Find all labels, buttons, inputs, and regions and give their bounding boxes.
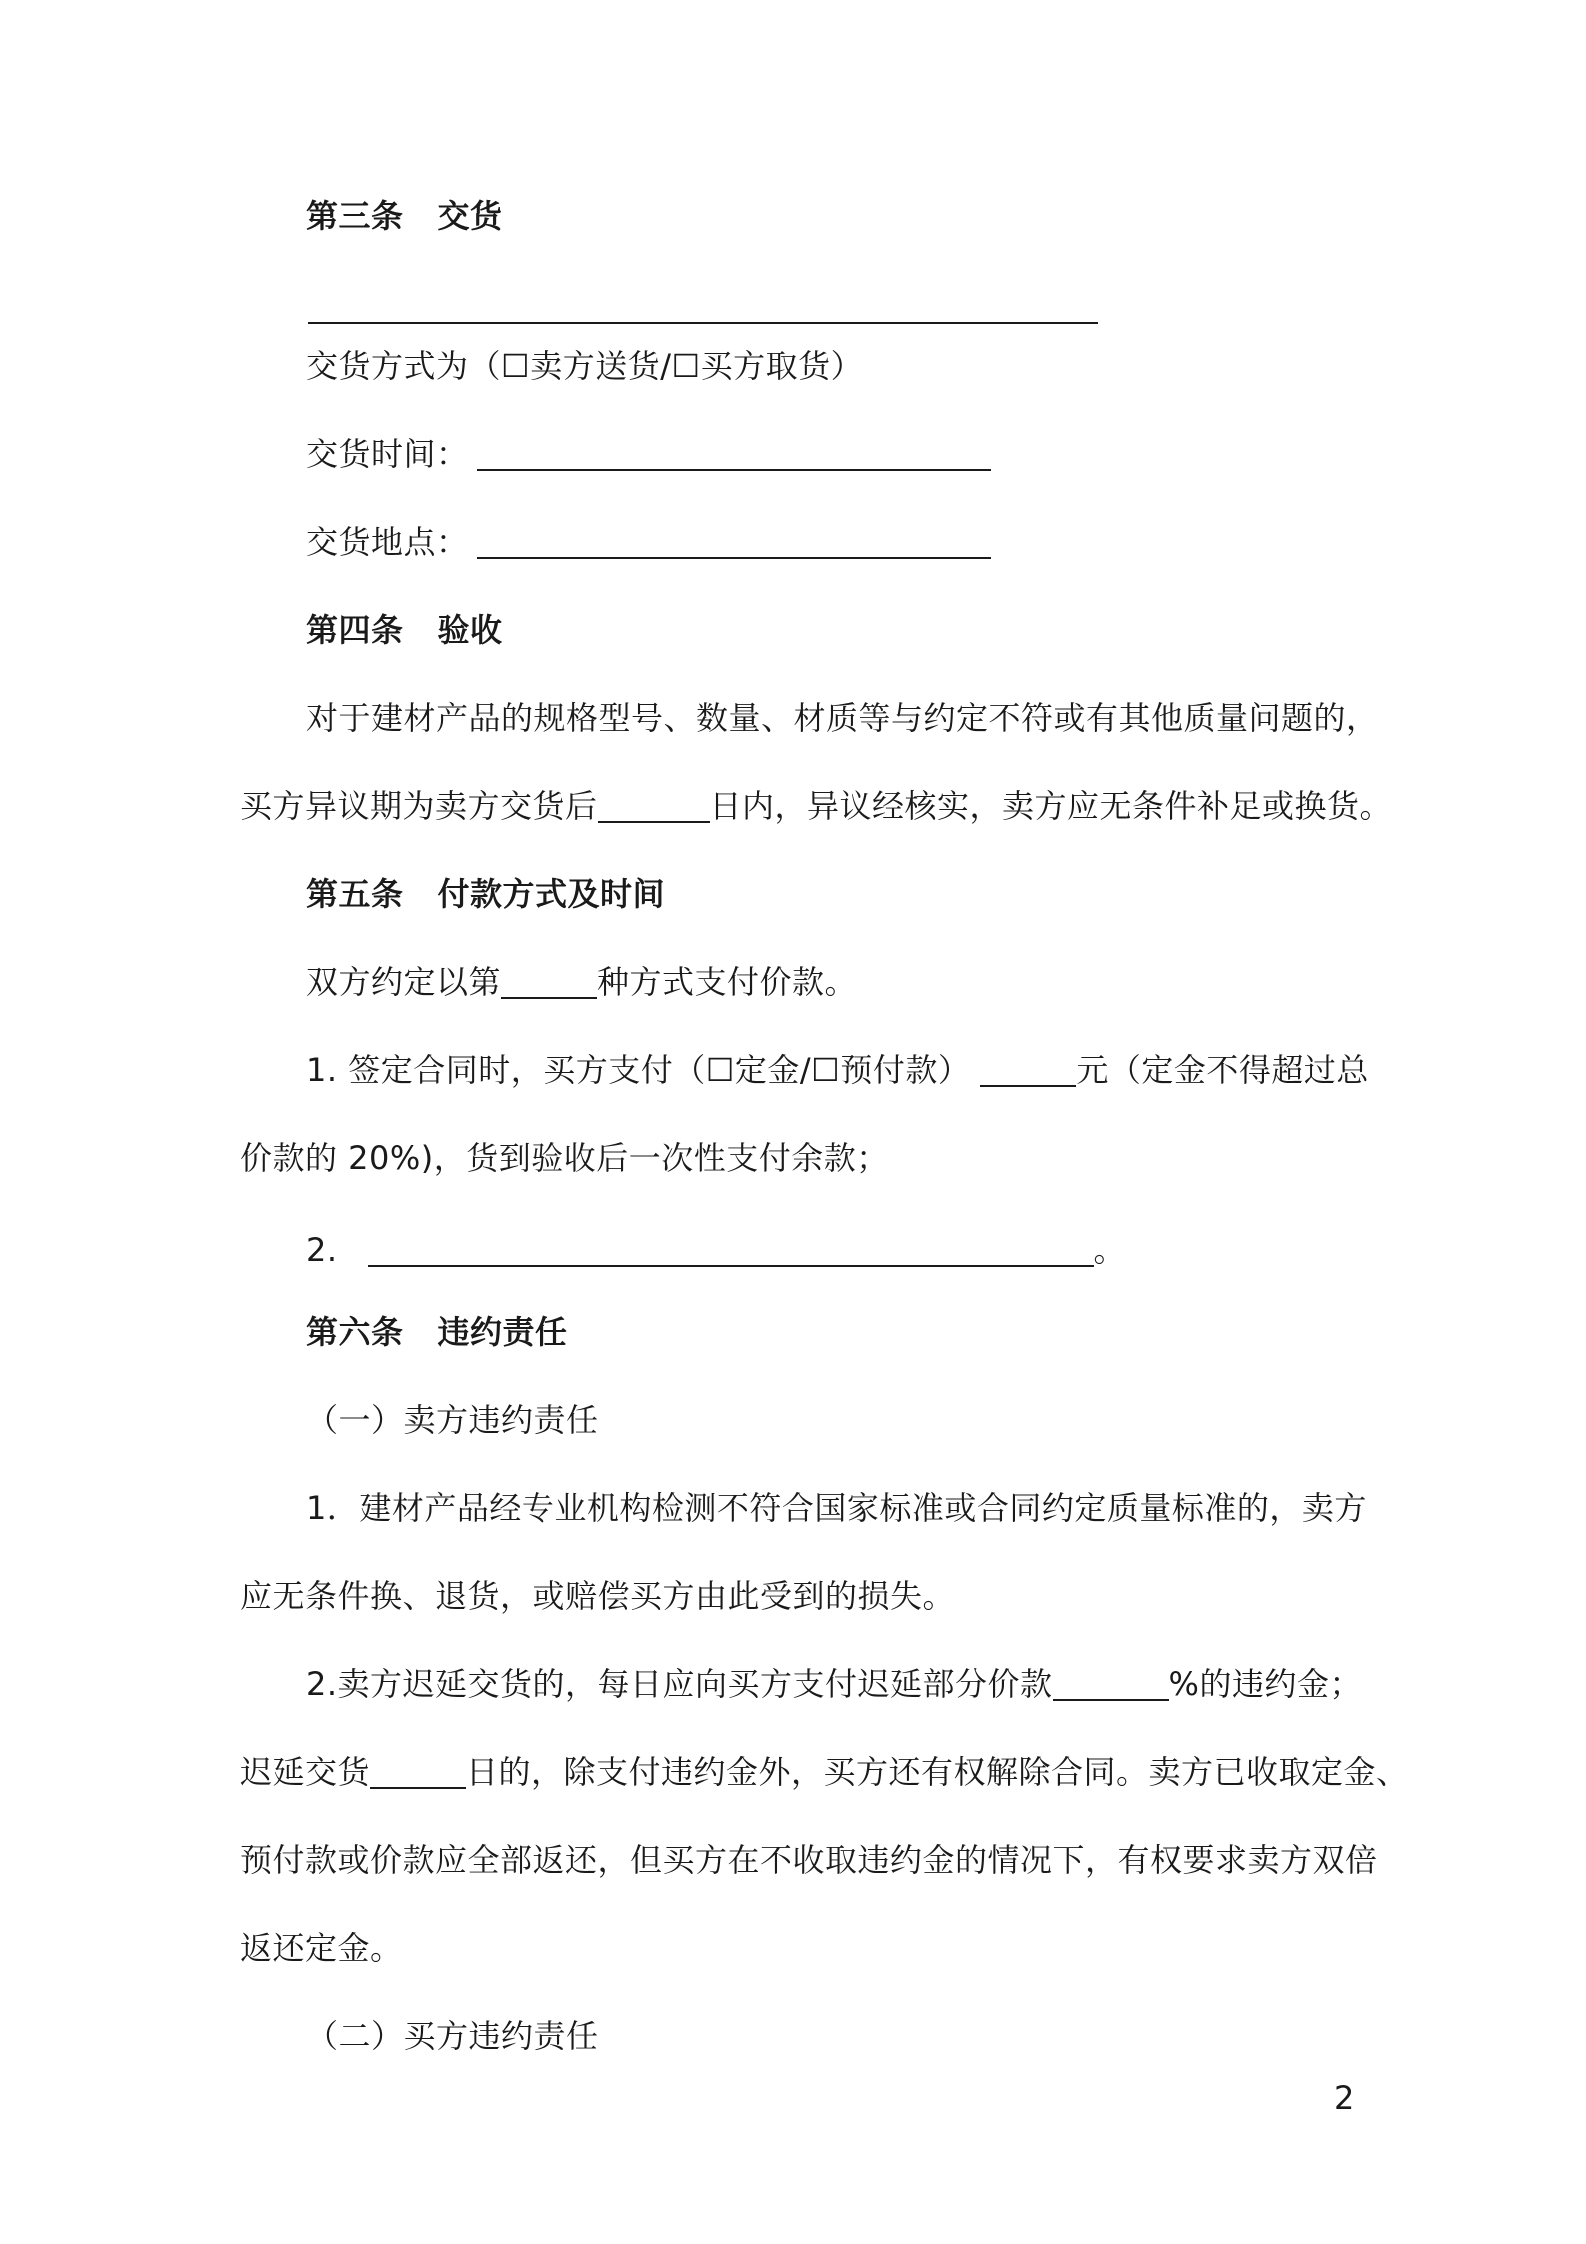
section-3-number: 第三条: [306, 197, 404, 235]
section-5-heading: [306, 872, 665, 916]
seller-liability-2-line-3: 预付款或价款应全部返还，但买方在不收取违约金的情况下，有权要求卖方双倍: [240, 1841, 1378, 1879]
delay-days-field[interactable]: [370, 1753, 466, 1789]
section-6-heading: [306, 1310, 568, 1354]
payment-intro-start: 双方约定以第: [306, 963, 502, 1001]
payment-method-number-field[interactable]: [501, 963, 597, 999]
seller-liability-2-end: %的违约金；: [1168, 1665, 1362, 1703]
seller-liability-2-line-2-start: 迟延交货: [240, 1753, 371, 1791]
seller-liability-2-start: 2.卖方迟延交货的，每日应向买方支付迟延部分价款: [306, 1665, 1053, 1703]
acceptance-line-1: 对于建材产品的规格型号、数量、材质等与约定不符或有其他质量问题的，: [306, 699, 1379, 737]
payment-item-2-prefix: 2.: [306, 1231, 338, 1269]
section-4-heading: [306, 608, 503, 652]
buyer-liability-heading: （二）买方违约责任: [306, 2017, 599, 2055]
section-5-title: 付款方式及时间: [437, 875, 666, 913]
seller-liability-2-line-2: [240, 1750, 1409, 1794]
delivery-place-field[interactable]: [477, 523, 991, 559]
delivery-method: 交货方式为（☐卖方送货/☐买方取货）: [306, 347, 864, 385]
payment-item-2: [306, 1228, 1126, 1272]
section-3-heading: [306, 194, 503, 238]
seller-liability-2-line-1: [306, 1662, 1362, 1706]
seller-liability-1-line-2: 应无条件换、退货，或赔偿买方由此受到的损失。: [240, 1577, 956, 1615]
section-4-title: 验收: [437, 611, 503, 649]
section-5-number: 第五条: [306, 875, 404, 913]
acceptance-line-2-end: 日内，异议经核实，卖方应无条件补足或换货。: [709, 787, 1393, 825]
delivery-place-label: 交货地点：: [306, 523, 469, 561]
section-3-title: 交货: [437, 197, 503, 235]
payment-intro: [306, 960, 857, 1004]
payment-item-2-suffix: 。: [1093, 1231, 1127, 1269]
seller-liability-1-line-1: 1．建材产品经专业机构检测不符合国家标准或合同约定质量标准的，卖方: [306, 1489, 1367, 1527]
seller-liability-2-line-4: 返还定金。: [240, 1929, 403, 1967]
delivery-time-row: [306, 432, 991, 476]
section-6-number: 第六条: [306, 1313, 404, 1351]
objection-days-field[interactable]: [598, 787, 710, 823]
payment-item-2-field[interactable]: [368, 1231, 1094, 1267]
delivery-place-row: [306, 520, 991, 564]
seller-liability-2-line-2-end: 日的，除支付违约金外，买方还有权解除合同。卖方已收取定金、: [466, 1753, 1409, 1791]
section-4-number: 第四条: [306, 611, 404, 649]
acceptance-line-2: [240, 784, 1392, 828]
acceptance-line-2-start: 买方异议期为卖方交货后: [240, 787, 598, 825]
seller-liability-heading: （一）卖方违约责任: [306, 1401, 599, 1439]
payment-item-1-start: 1. 签定合同时，买方支付（☐定金/☐预付款）: [306, 1051, 971, 1089]
delivery-time-field[interactable]: [477, 435, 991, 471]
payment-item-1-end: 元（定金不得超过总: [1076, 1051, 1369, 1089]
section-6-title: 违约责任: [437, 1313, 568, 1351]
payment-item-1-continued: 价款的 20%)，货到验收后一次性支付余款；: [240, 1139, 889, 1177]
penalty-rate-field[interactable]: [1053, 1665, 1169, 1701]
delivery-time-label: 交货时间：: [306, 435, 469, 473]
payment-intro-end: 种方式支付价款。: [597, 963, 858, 1001]
payment-item-1: [306, 1048, 1369, 1092]
delivery-blank-line[interactable]: [308, 322, 1098, 324]
page-number: 2: [1334, 2079, 1355, 2117]
payment-amount-field[interactable]: [980, 1051, 1076, 1087]
